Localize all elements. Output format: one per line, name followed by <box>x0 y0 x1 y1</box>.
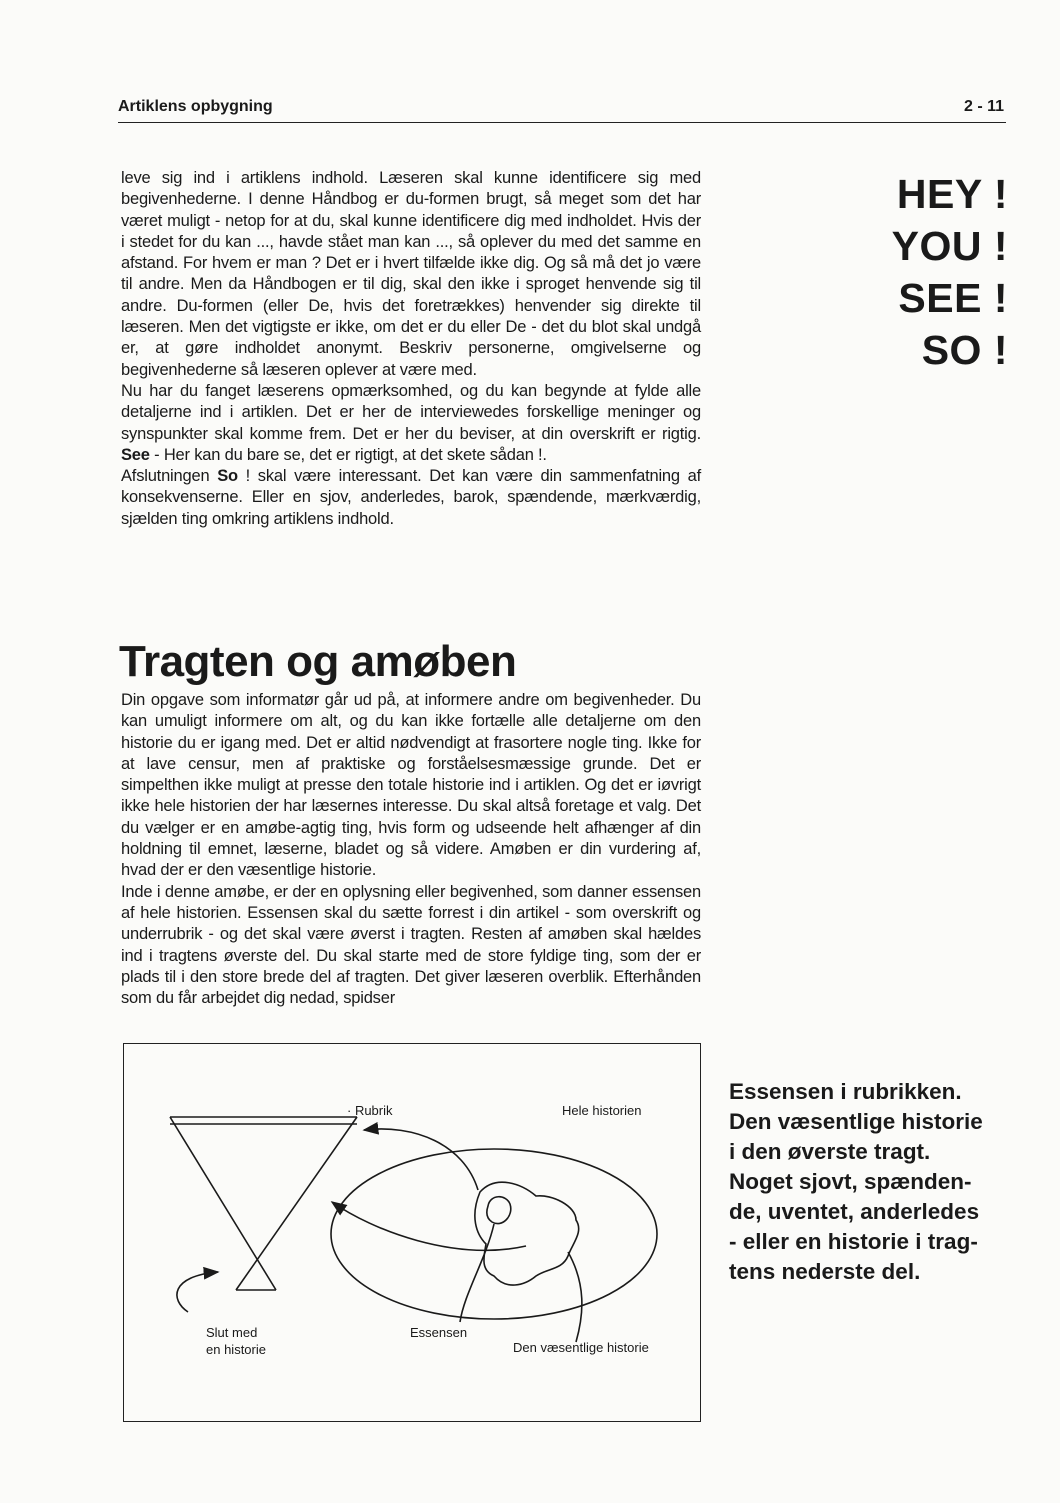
label-vaesentlige-historie: Den væsentlige historie <box>513 1340 649 1355</box>
whole-story-ellipse <box>331 1149 657 1319</box>
amoeba-shape <box>475 1182 579 1285</box>
side-word-so: SO ! <box>921 327 1008 373</box>
label-slut-line2: en historie <box>206 1342 266 1357</box>
label-rubrik: · Rubrik <box>347 1103 393 1118</box>
section-heading: Tragten og amøben <box>119 637 517 686</box>
side-word-see: SEE ! <box>898 275 1008 321</box>
side-word-you: YOU ! <box>891 223 1008 269</box>
label-essensen: Essensen <box>410 1325 468 1340</box>
callout-line: de, uventet, anderledes <box>729 1199 980 1224</box>
callout-line: i den øverste tragt. <box>729 1139 931 1164</box>
body-column-bottom <box>121 690 701 1009</box>
paragraph: leve sig ind i artiklens indhold. Læseren skal kunne identificere sig med begivenhederne. I denne Håndbog er du-formen brugt, så meget som det har været muligt - netop for at du, skal kunne identificere dig med indholdet. Hvis der i stedet for du kan ..., havde stået man kan ..., så oplever du med det samme en afstand. For hvem er man ? Det er i hvert tilfælde ikke dig. Og så må det jo være til andre. Men da Håndbogen er til dig, skal den ikke i sproget henvende sig til andre. Du-formen (eller De, hvis det foretrækkes) henvender sig direkte til læseren. Men det vigtigste er ikke, om det er du eller De - det du blot skal undgå er, at gøre indholdet anonymt. Beskriv personerne, omgivelserne og begivenhederne så læseren oplever at være med. <box>121 169 701 379</box>
body-column-top <box>121 168 701 530</box>
paragraph: Afslutningen So ! skal være interessant. Det kan være din sammenfatning af konsekvenserne. Eller en sjov, anderledes, barok, spændende, mærkværdig, sjælden ting omkring artiklens indhold. <box>121 467 701 528</box>
callout-line: Essensen i rubrikken. <box>729 1079 962 1104</box>
paragraph: Nu har du fanget læserens opmærksomhed, og du kan begynde at fylde alle detaljerne ind i artiklen. Det er her de interviewedes forskellige meninger og synspunkter skal komme frem. Det er her du beviser, at din overskrift er rigtig. See - Her kan du bare se, det er rigtigt, at det skete sådan !. <box>121 381 701 464</box>
callout-text <box>729 1077 1019 1287</box>
funnel-amoeba-diagram <box>123 1043 701 1422</box>
page-header <box>118 98 1006 123</box>
essence-blob <box>487 1197 511 1224</box>
arrow-to-upper-funnel <box>332 1202 526 1250</box>
callout-line: Den væsentlige historie <box>729 1109 983 1134</box>
arrow-to-rubrik <box>364 1129 478 1190</box>
callout-line: tens nederste del. <box>729 1259 921 1284</box>
section-title: Artiklens opbygning <box>118 98 273 115</box>
page-number: 2 - 11 <box>963 98 1004 115</box>
arrow-slut <box>177 1272 218 1312</box>
diagram-drawing <box>124 1044 702 1423</box>
label-hele-historien: Hele historien <box>562 1103 642 1118</box>
paragraph: Din opgave som informatør går ud på, at informere andre om begivenheder. Du kan umuligt informere om alt, og du kan ikke fortælle alle detaljerne om den historie du er igang med. Det er altid nødvendigt at frasortere nogle ting. Ikke for at lave censur, men af praktiske og forståelsesmæssige grunde. Det er simpelthen ikke muligt at presse den totale historie ind i artiklen. Og det er iøvrigt ikke hele historien der har læsernes interesse. Du skal altså foretage et valg. Det du vælger er en amøbe-agtig ting, hvis form og udseende helt afhænger af din holdning til emnet, læserne, bladet og så videre. Amøben er din vurdering af, hvad der er den væsentlige historie. <box>121 691 701 880</box>
leader-vaesentlige <box>568 1252 582 1342</box>
label-slut-line1: Slut med <box>206 1325 258 1340</box>
callout-line: - eller en historie i trag- <box>729 1229 978 1254</box>
bold-see: See <box>121 445 150 464</box>
side-words <box>880 168 1008 376</box>
side-word-hey: HEY ! <box>896 171 1008 217</box>
bold-so: So <box>217 467 238 486</box>
callout-line: Noget sjovt, spænden- <box>729 1169 972 1194</box>
funnel-icon <box>170 1117 357 1290</box>
paragraph: Inde i denne amøbe, er der en oplysning eller begivenhed, som danner essensen af hele historien. Essensen skal du sætte forrest i din artikel - som overskrift og underrubrik - og det skal være øverst i tragten. Resten af amøben skal hældes ind i tragtens øverste del. Du skal starte med de store fyldige ting, som der er plads til i den store brede del af tragten. Det giver læseren overblik. Efterhånden som du får arbejdet dig nedad, spidser <box>121 882 701 1008</box>
